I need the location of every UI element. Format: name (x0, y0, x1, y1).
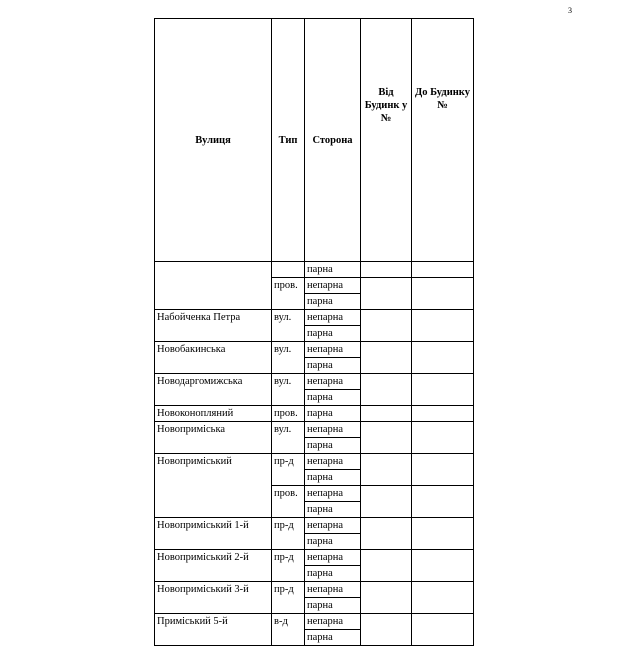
to-cell (412, 342, 474, 374)
side-cell: парна (305, 534, 361, 550)
side-cell: непарна (305, 278, 361, 294)
side-cell: непарна (305, 374, 361, 390)
to-cell (412, 406, 474, 422)
type-cell: пр-д (272, 550, 305, 582)
street-cell: Новоприміський 3-й (155, 582, 272, 614)
table-row (155, 454, 474, 470)
table-row (155, 310, 474, 326)
table-row (155, 582, 474, 598)
from-cell (361, 342, 412, 374)
side-cell: парна (305, 598, 361, 614)
street-cell: Новоприміська (155, 422, 272, 454)
side-cell: парна (305, 566, 361, 582)
type-cell: в-д (272, 614, 305, 646)
table-row (155, 422, 474, 438)
to-cell (412, 278, 474, 310)
type-cell: пр-д (272, 454, 305, 486)
from-cell (361, 262, 412, 278)
from-cell (361, 454, 412, 486)
table-row (155, 614, 474, 630)
from-cell (361, 310, 412, 342)
side-cell: парна (305, 406, 361, 422)
type-cell: вул. (272, 342, 305, 374)
table-row (155, 406, 474, 422)
to-cell (412, 422, 474, 454)
street-cell: Новоконопляний (155, 406, 272, 422)
from-cell (361, 582, 412, 614)
street-cell: Новодаргомижська (155, 374, 272, 406)
header-to-house: До Будинку № (412, 19, 474, 262)
to-cell (412, 582, 474, 614)
side-cell: непарна (305, 614, 361, 630)
street-cell: Новоприміський 1-й (155, 518, 272, 550)
type-cell: пров. (272, 486, 305, 518)
table-row (155, 374, 474, 390)
side-cell: парна (305, 326, 361, 342)
header-street: Вулиця (155, 19, 272, 262)
side-cell: парна (305, 294, 361, 310)
from-cell (361, 486, 412, 518)
header-side: Сторона (305, 19, 361, 262)
header-from-house: Від Будинк у № (361, 19, 412, 262)
side-cell: непарна (305, 342, 361, 358)
side-cell: непарна (305, 310, 361, 326)
side-cell: парна (305, 262, 361, 278)
street-cell: Новоприміський 2-й (155, 550, 272, 582)
header-type: Тип (272, 19, 305, 262)
to-cell (412, 310, 474, 342)
type-cell: пров. (272, 278, 305, 310)
street-cell: Новобакинська (155, 342, 272, 374)
to-cell (412, 454, 474, 486)
from-cell (361, 278, 412, 310)
to-cell (412, 518, 474, 550)
side-cell: непарна (305, 486, 361, 502)
from-cell (361, 422, 412, 454)
to-cell (412, 262, 474, 278)
side-cell: парна (305, 630, 361, 646)
type-cell: пров. (272, 406, 305, 422)
street-cell: Приміський 5-й (155, 614, 272, 646)
to-cell (412, 486, 474, 518)
type-cell: пр-д (272, 582, 305, 614)
streets-table (154, 18, 474, 646)
type-cell: вул. (272, 310, 305, 342)
from-cell (361, 374, 412, 406)
side-cell: непарна (305, 454, 361, 470)
from-cell (361, 614, 412, 646)
street-cell: Новоприміський (155, 454, 272, 518)
from-cell (361, 550, 412, 582)
table-row (155, 518, 474, 534)
side-cell: парна (305, 470, 361, 486)
street-cell (155, 262, 272, 310)
to-cell (412, 550, 474, 582)
side-cell: парна (305, 390, 361, 406)
table-row (155, 262, 474, 278)
from-cell (361, 518, 412, 550)
side-cell: непарна (305, 422, 361, 438)
page-number: 3 (568, 6, 572, 15)
type-cell: пр-д (272, 518, 305, 550)
side-cell: непарна (305, 550, 361, 566)
table-row (155, 550, 474, 566)
type-cell (272, 262, 305, 278)
to-cell (412, 374, 474, 406)
header-row (155, 19, 474, 262)
to-cell (412, 614, 474, 646)
street-cell: Набойченка Петра (155, 310, 272, 342)
side-cell: парна (305, 502, 361, 518)
side-cell: непарна (305, 582, 361, 598)
from-cell (361, 406, 412, 422)
side-cell: парна (305, 438, 361, 454)
type-cell: вул. (272, 374, 305, 406)
side-cell: парна (305, 358, 361, 374)
table-row (155, 342, 474, 358)
type-cell: вул. (272, 422, 305, 454)
side-cell: непарна (305, 518, 361, 534)
